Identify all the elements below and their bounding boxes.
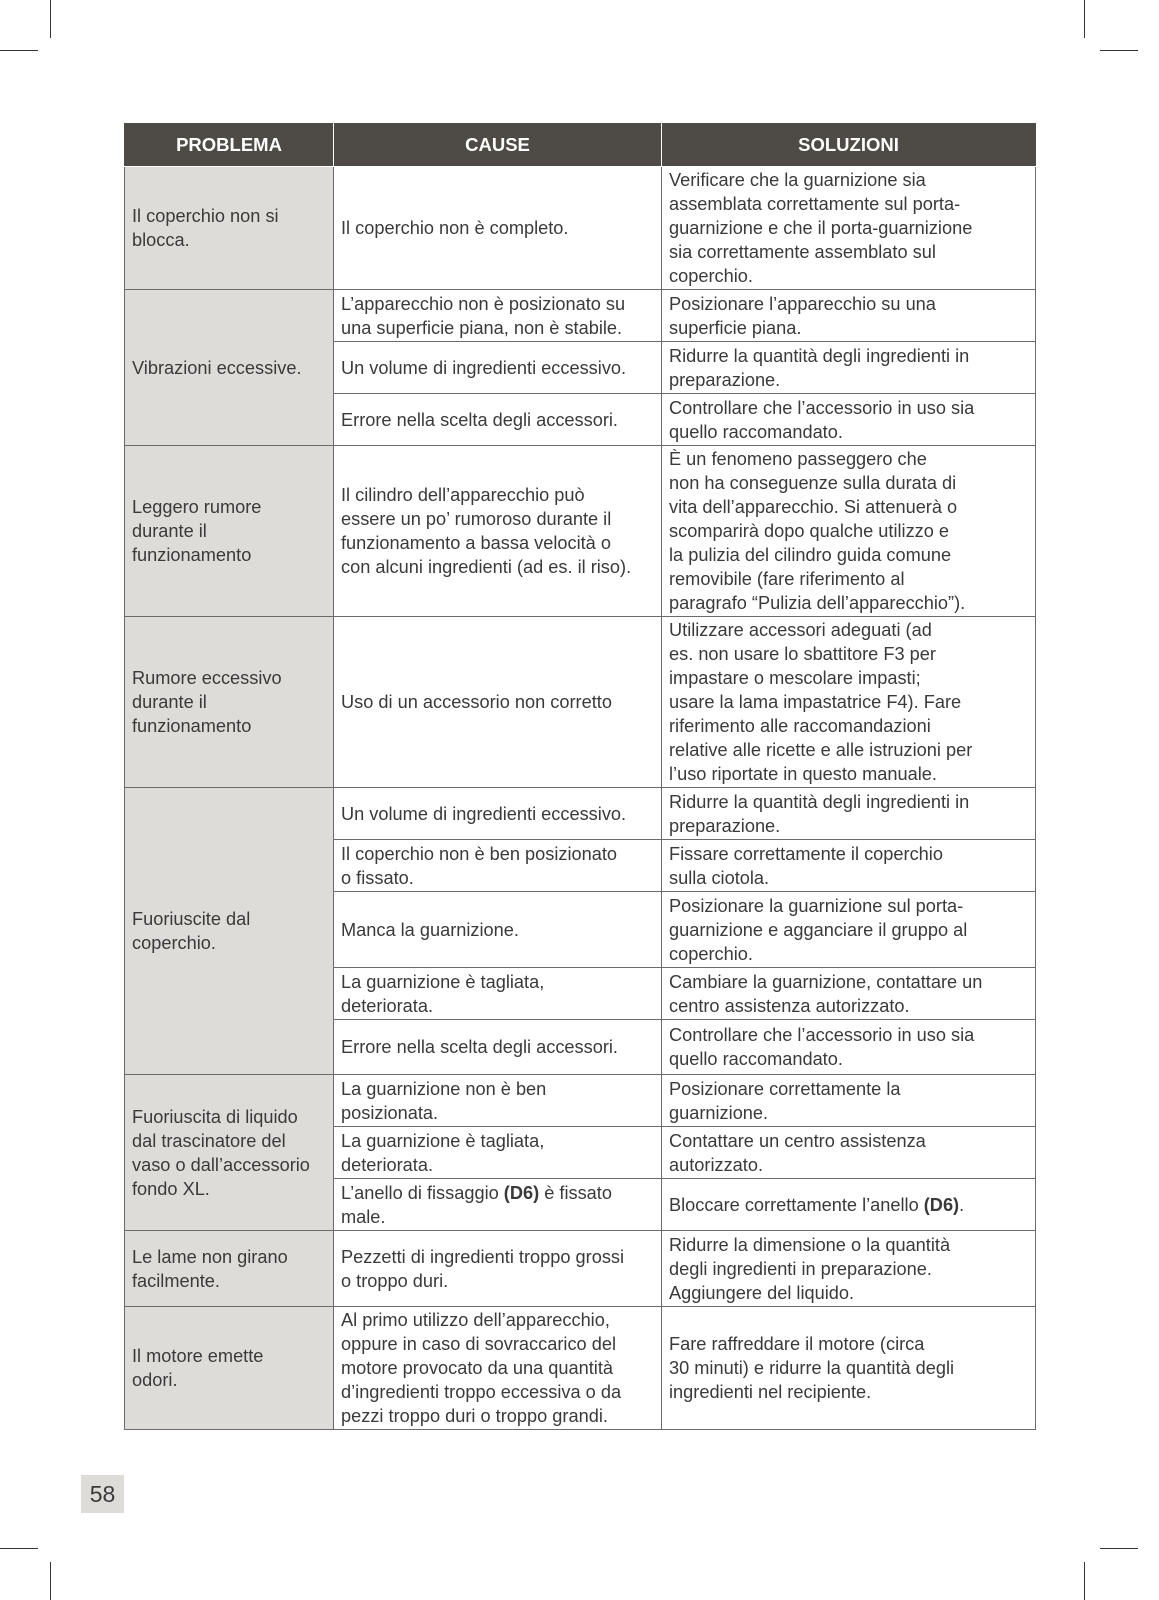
problem-cell: Fuoriuscite dal coperchio.	[125, 788, 334, 1075]
cause-cell: La guarnizione è tagliata, deteriorata.	[334, 1127, 662, 1179]
solution-cell: È un fenomeno passeggero che non ha conseguenze sulla durata di vita dell’apparecchio. Si attenuerà o scomparirà dopo qualche utilizzo e la pulizia del cilindro guida comune removibile (fare riferimento al paragrafo “Pulizia dell’apparecchio”).	[662, 446, 1036, 617]
cause-cell: Manca la guarnizione.	[334, 892, 662, 968]
cause-cell: Il coperchio non è completo.	[334, 167, 662, 290]
crop-mark	[50, 0, 51, 38]
cause-cell: Il cilindro dell’apparecchio può essere un po’ rumoroso durante il funzionamento a bassa velocità o con alcuni ingredienti (ad es. il riso).	[334, 446, 662, 617]
table-row	[125, 788, 1036, 840]
cause-cell: Il coperchio non è ben posizionato o fissato.	[334, 840, 662, 892]
header-problem: PROBLEMA	[125, 124, 334, 167]
troubleshooting-table	[124, 123, 1036, 1430]
header-solution: SOLUZIONI	[662, 124, 1036, 167]
table-row	[125, 167, 1036, 290]
solution-cell: Ridurre la dimensione o la quantità degli ingredienti in preparazione. Aggiungere del liquido.	[662, 1231, 1036, 1307]
problem-cell: Leggero rumore durante il funzionamento	[125, 446, 334, 617]
table-row	[125, 446, 1036, 617]
solution-cell: Contattare un centro assistenza autorizzato.	[662, 1127, 1036, 1179]
header-cause: CAUSE	[334, 124, 662, 167]
solution-cell: Posizionare correttamente la guarnizione.	[662, 1075, 1036, 1127]
crop-mark	[0, 50, 38, 51]
solution-cell: Ridurre la quantità degli ingredienti in preparazione.	[662, 342, 1036, 394]
cause-cell: Un volume di ingredienti eccessivo.	[334, 788, 662, 840]
solution-cell: Posizionare l’apparecchio su una superficie piana.	[662, 290, 1036, 342]
table-header-row	[125, 124, 1036, 167]
crop-mark	[1084, 1562, 1085, 1600]
solution-cell: Controllare che l’accessorio in uso sia quello raccomandato.	[662, 1020, 1036, 1075]
part-reference: (D6)	[503, 1182, 540, 1203]
problem-cell: Il motore emette odori.	[125, 1307, 334, 1430]
cause-cell	[334, 1179, 662, 1231]
problem-cell: Le lame non girano facilmente.	[125, 1231, 334, 1307]
crop-mark	[1084, 0, 1085, 38]
solution-text: Bloccare correttamente l’anello	[669, 1194, 924, 1215]
cause-cell: Pezzetti di ingredienti troppo grossi o troppo duri.	[334, 1231, 662, 1307]
solution-cell: Cambiare la guarnizione, contattare un centro assistenza autorizzato.	[662, 968, 1036, 1020]
table-row	[125, 1307, 1036, 1430]
solution-cell: Utilizzare accessori adeguati (ad es. non usare lo sbattitore F3 per impastare o mescolare impasti; usare la lama impastatrice F4). Fare riferimento alle raccomandazioni relative alle ricette e alle istruzioni per l’uso riportate in questo manuale.	[662, 617, 1036, 788]
part-reference: (D6)	[923, 1194, 960, 1215]
table-row	[125, 1075, 1036, 1127]
cause-cell: Al primo utilizzo dell’apparecchio, oppure in caso di sovraccarico del motore provocato da una quantità d’ingredienti troppo eccessiva o da pezzi troppo duri o troppo grandi.	[334, 1307, 662, 1430]
problem-cell: Vibrazioni eccessive.	[125, 290, 334, 446]
crop-mark	[0, 1548, 38, 1549]
solution-cell	[662, 1179, 1036, 1231]
cause-cell: La guarnizione è tagliata, deteriorata.	[334, 968, 662, 1020]
cause-cell: Un volume di ingredienti eccessivo.	[334, 342, 662, 394]
cause-cell: Errore nella scelta degli accessori.	[334, 1020, 662, 1075]
crop-mark	[1100, 50, 1138, 51]
table-row	[125, 1231, 1036, 1307]
page-number: 58	[81, 1475, 124, 1513]
problem-cell: Fuoriuscita di liquido dal trascinatore del vaso o dall’accessorio fondo XL.	[125, 1075, 334, 1231]
cause-cell: Uso di un accessorio non corretto	[334, 617, 662, 788]
cause-text: è fissato male.	[341, 1182, 612, 1227]
solution-cell: Fissare correttamente il coperchio sulla ciotola.	[662, 840, 1036, 892]
table-row	[125, 617, 1036, 788]
solution-cell: Verificare che la guarnizione sia assemblata correttamente sul porta- guarnizione e che il porta-guarnizione sia correttamente assemblato sul coperchio.	[662, 167, 1036, 290]
table-row	[125, 290, 1036, 342]
cause-cell: Errore nella scelta degli accessori.	[334, 394, 662, 446]
solution-cell: Ridurre la quantità degli ingredienti in preparazione.	[662, 788, 1036, 840]
crop-mark	[50, 1562, 51, 1600]
problem-cell: Il coperchio non si blocca.	[125, 167, 334, 290]
cause-text: L’anello di fissaggio	[341, 1182, 504, 1203]
solution-cell: Fare raffreddare il motore (circa 30 minuti) e ridurre la quantità degli ingredienti nel recipiente.	[662, 1307, 1036, 1430]
solution-cell: Controllare che l’accessorio in uso sia quello raccomandato.	[662, 394, 1036, 446]
cause-cell: L’apparecchio non è posizionato su una superficie piana, non è stabile.	[334, 290, 662, 342]
solution-cell: Posizionare la guarnizione sul porta- guarnizione e agganciare il gruppo al coperchio.	[662, 892, 1036, 968]
solution-text: .	[959, 1194, 965, 1215]
cause-cell: La guarnizione non è ben posizionata.	[334, 1075, 662, 1127]
crop-mark	[1100, 1548, 1138, 1549]
problem-cell: Rumore eccessivo durante il funzionamento	[125, 617, 334, 788]
